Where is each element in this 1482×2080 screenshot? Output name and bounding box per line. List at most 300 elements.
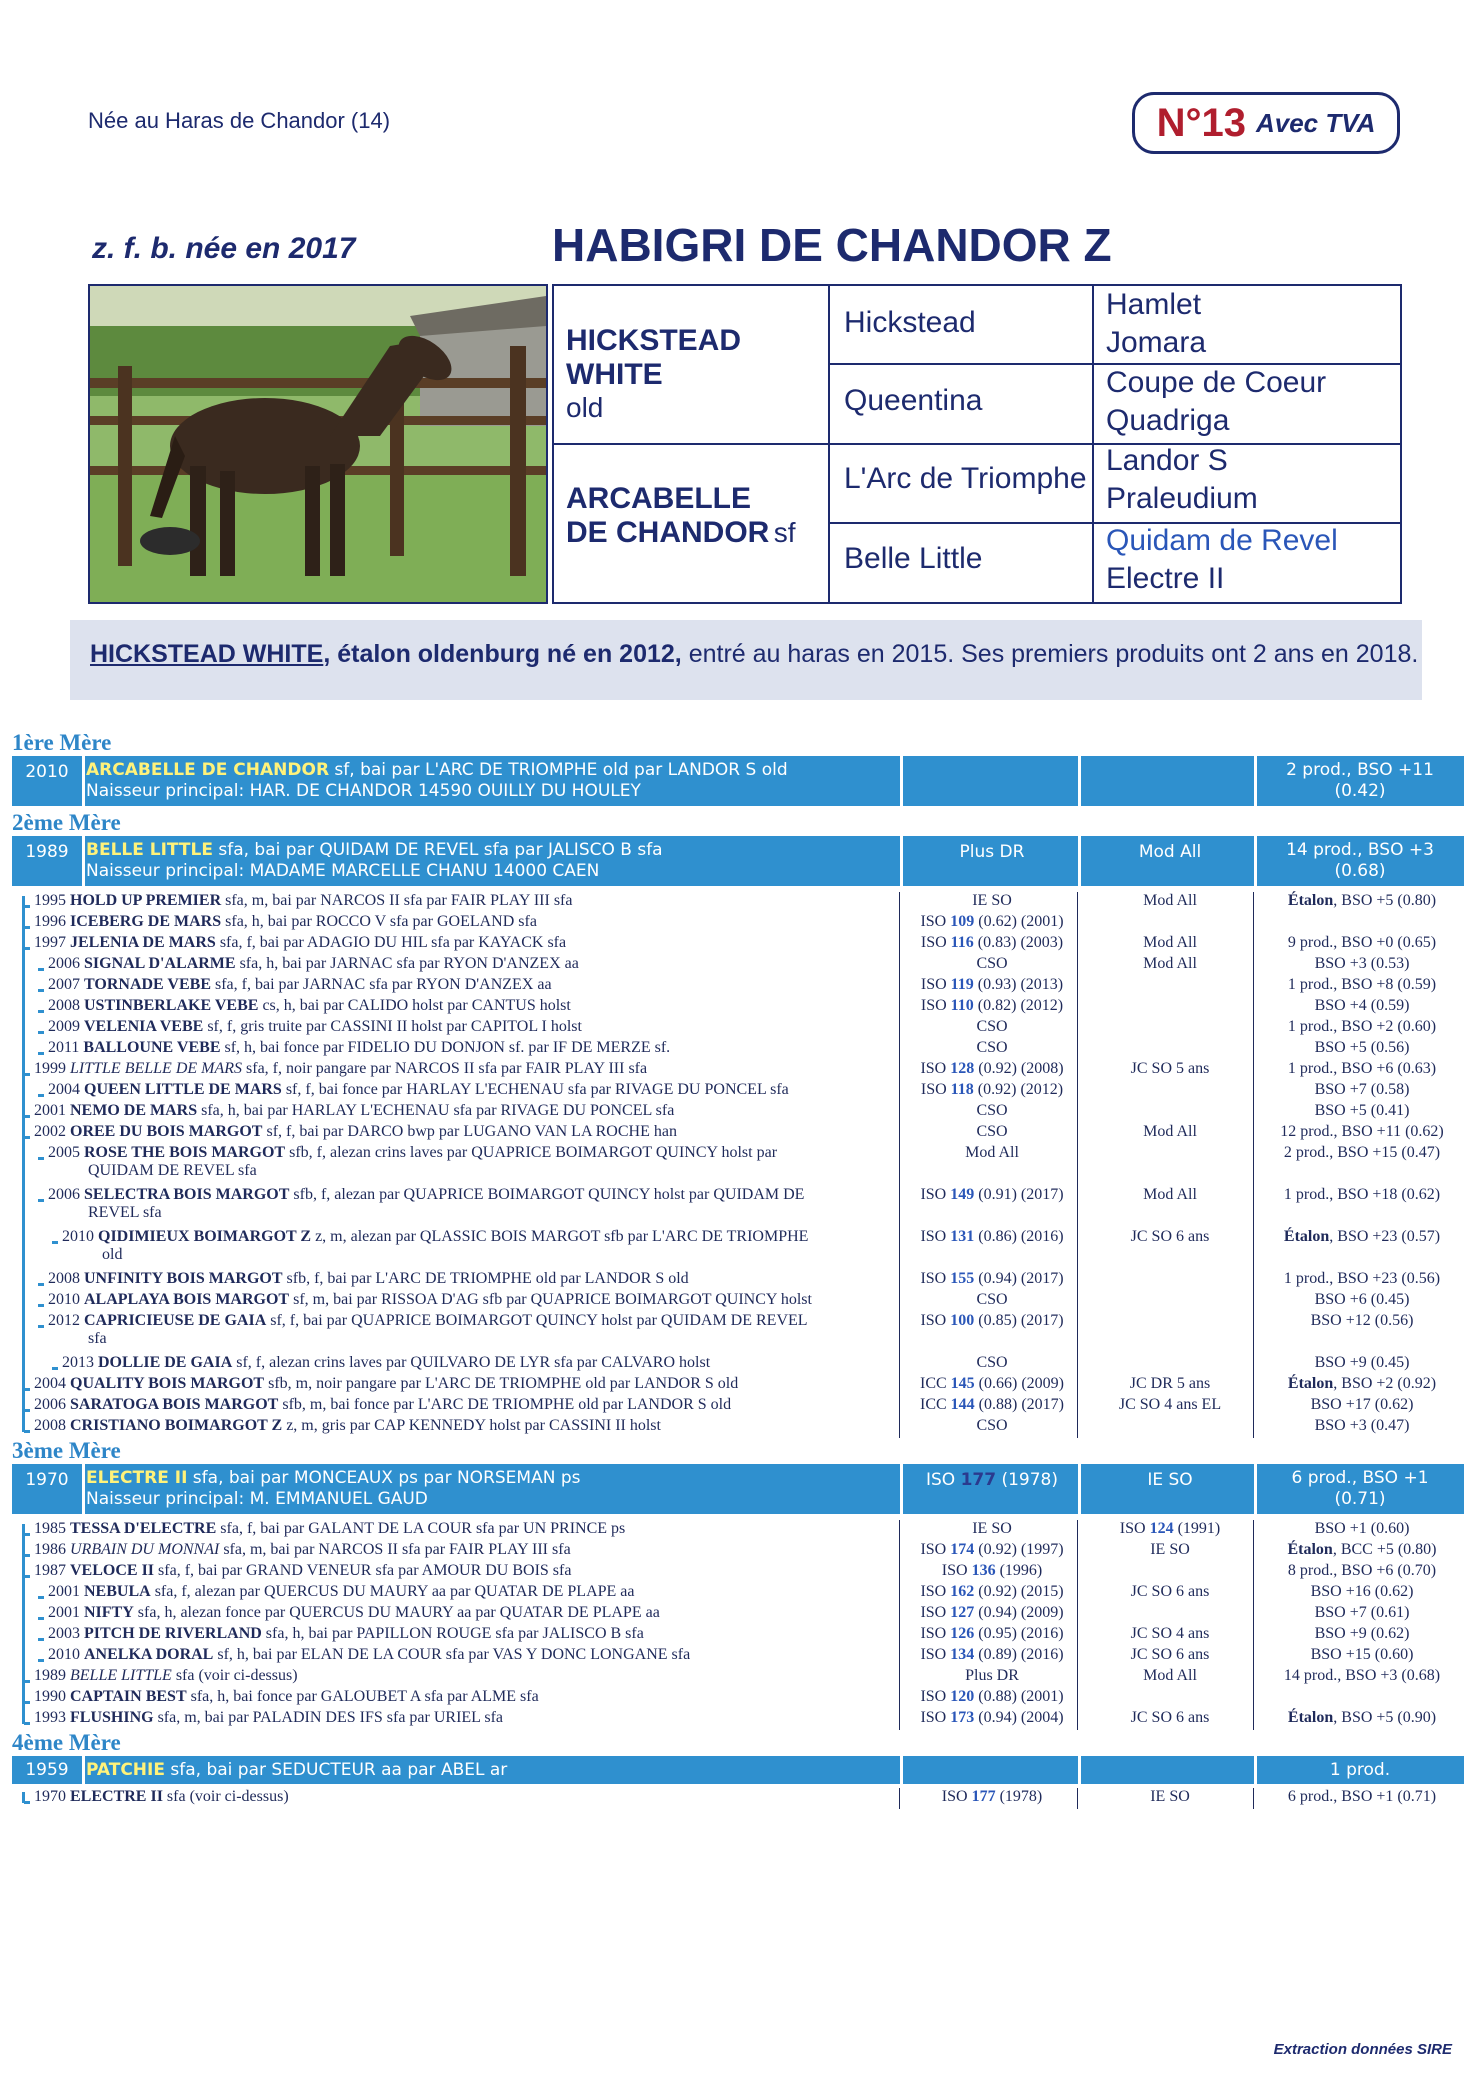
offspring-year: 2010 bbox=[48, 1646, 84, 1663]
offspring-performance: ISO 127 (0.94) (2009) bbox=[920, 1604, 1064, 1621]
offspring-production: BSO +7 (0.61) bbox=[1314, 1604, 1410, 1621]
offspring-row bbox=[12, 1625, 1464, 1646]
offspring-desc bbox=[48, 1312, 808, 1348]
offspring-details: sfa, h, bai par HARLAY L'ECHENAU sfa par RIVAGE DU PONCEL sfa bbox=[197, 1102, 675, 1119]
column-divider bbox=[1253, 1520, 1254, 1730]
offspring-performance: CSO bbox=[976, 1018, 1008, 1035]
offspring-production: Étalon, BSO +23 (0.57) bbox=[1283, 1228, 1441, 1245]
offspring-details: cs, h, bai par CALIDO holst par CANTUS holst bbox=[258, 997, 571, 1014]
mother1-prod bbox=[1260, 760, 1460, 802]
offspring-desc bbox=[62, 1228, 808, 1264]
offspring-index: 131 bbox=[950, 1228, 975, 1245]
offspring-details: z, m, gris par CAP KENNEDY holst par CASSINI II holst bbox=[282, 1417, 661, 1434]
mother2-prod-b: (0.68) bbox=[1334, 861, 1386, 881]
offspring-details: sfa, f, bai par ADAGIO DU HIL sfa par KAYACK sfa bbox=[215, 934, 567, 951]
offspring-desc bbox=[48, 1604, 660, 1622]
offspring-row bbox=[12, 997, 1464, 1018]
offspring-production: Étalon, BSO +2 (0.92) bbox=[1287, 1375, 1437, 1392]
offspring-row bbox=[12, 1060, 1464, 1081]
tree-connector bbox=[38, 1052, 44, 1055]
offspring-desc bbox=[34, 1417, 661, 1435]
offspring-row bbox=[12, 1417, 1464, 1438]
offspring-name: SELECTRA BOIS MARGOT bbox=[84, 1186, 290, 1203]
offspring-details: sfa, h, bai par JARNAC sfa par RYON D'ANZEX aa bbox=[235, 955, 579, 972]
offspring-desc bbox=[34, 1788, 289, 1806]
offspring-year: 1993 bbox=[34, 1709, 70, 1726]
offspring-desc bbox=[34, 1667, 298, 1685]
offspring-row bbox=[12, 1354, 1464, 1375]
offspring-desc bbox=[34, 892, 572, 910]
tree-connector bbox=[38, 1010, 44, 1013]
offspring-row bbox=[12, 955, 1464, 976]
mother4-prod: 1 prod. bbox=[1329, 1760, 1391, 1780]
ds-sire: Landor S bbox=[1106, 444, 1228, 477]
offspring-desc bbox=[34, 1060, 647, 1078]
sd-dam: Quadriga bbox=[1106, 404, 1230, 437]
offspring-details: sfb, f, alezan par QUAPRICE BOIMARGOT QUINCY holst par QUIDAM DE bbox=[289, 1186, 805, 1203]
offspring-details-cont: REVEL sfa bbox=[88, 1204, 162, 1221]
offspring-row bbox=[12, 1102, 1464, 1123]
column-divider bbox=[1253, 1788, 1254, 1809]
offspring-row bbox=[12, 892, 1464, 913]
offspring-performance: ISO 177 (1978) bbox=[941, 1788, 1043, 1805]
offspring-row bbox=[12, 1228, 1464, 1270]
offspring-desc bbox=[62, 1354, 710, 1372]
offspring-index: 173 bbox=[950, 1709, 975, 1726]
offspring-performance: CSO bbox=[976, 955, 1008, 972]
tree-connector bbox=[52, 1241, 58, 1244]
offspring-row bbox=[12, 1583, 1464, 1604]
offspring-year: 2001 bbox=[48, 1583, 84, 1600]
offspring-performance: ISO 128 (0.92) (2008) bbox=[920, 1060, 1064, 1077]
offspring-name: TORNADE VEBE bbox=[84, 976, 211, 993]
lot-badge bbox=[1132, 92, 1400, 154]
offspring-row bbox=[12, 913, 1464, 934]
mother2-desc: sfa, bai par QUIDAM DE REVEL sfa par JALISCO B sfa bbox=[212, 840, 663, 860]
offspring-index: 120 bbox=[950, 1688, 975, 1705]
mother3-perf bbox=[906, 1470, 1078, 1490]
offspring-year: 1999 bbox=[34, 1060, 70, 1077]
offspring-year: 2006 bbox=[48, 1186, 84, 1203]
horse-photo bbox=[88, 284, 548, 604]
offspring-performance: ISO 136 (1996) bbox=[941, 1562, 1043, 1579]
offspring-production: BSO +4 (0.59) bbox=[1314, 997, 1410, 1014]
offspring-year: 1970 bbox=[34, 1788, 70, 1805]
pedigree-table bbox=[552, 284, 1402, 604]
offspring-model: JC SO 4 ans EL bbox=[1118, 1396, 1222, 1413]
tree-connector bbox=[38, 968, 44, 971]
mother4-year: 1959 bbox=[25, 1760, 69, 1780]
ss-dam: Jomara bbox=[1106, 326, 1207, 359]
dam-sire: L'Arc de Triomphe bbox=[844, 462, 1087, 495]
offspring-model: JC SO 6 ans bbox=[1130, 1583, 1210, 1600]
offspring-name: ANELKA DORAL bbox=[84, 1646, 214, 1663]
mother3-prod bbox=[1260, 1468, 1460, 1510]
mother2-name: BELLE LITTLE bbox=[86, 840, 213, 860]
offspring-year: 2006 bbox=[48, 955, 84, 972]
offspring-performance: ISO 120 (0.88) (2001) bbox=[920, 1688, 1064, 1705]
offspring-production: BSO +1 (0.60) bbox=[1314, 1520, 1410, 1537]
offspring-desc bbox=[48, 1625, 644, 1643]
offspring-name: UNFINITY BOIS MARGOT bbox=[84, 1270, 283, 1287]
mother1-year: 2010 bbox=[25, 762, 69, 782]
mother3-prod-a: 6 prod., BSO +1 bbox=[1291, 1468, 1429, 1488]
offspring-name: VELENIA VEBE bbox=[84, 1018, 204, 1035]
mother3-desc: sfa, bai par MONCEAUX ps par NORSEMAN ps bbox=[187, 1468, 581, 1488]
dd-dam: Electre II bbox=[1106, 562, 1225, 595]
offspring-name: FLUSHING bbox=[70, 1709, 154, 1726]
offspring-row bbox=[12, 1667, 1464, 1688]
offspring-details: sfa, m, bai par NARCOS II sfa par FAIR PLAY III sfa bbox=[219, 1541, 571, 1558]
offspring-row bbox=[12, 1709, 1464, 1730]
offspring-model: JC SO 5 ans bbox=[1130, 1060, 1210, 1077]
mother2-title: 2ème Mère bbox=[12, 810, 121, 835]
offspring-model: JC DR 5 ans bbox=[1129, 1375, 1211, 1392]
offspring-details: sfa, h, bai fonce par GALOUBET A sfa par ALME sfa bbox=[186, 1688, 539, 1705]
mother1-title: 1ère Mère bbox=[12, 730, 112, 755]
offspring-year: 2008 bbox=[34, 1417, 70, 1434]
offspring-row bbox=[12, 1186, 1464, 1228]
offspring-desc bbox=[48, 1186, 804, 1222]
offspring-row bbox=[12, 1081, 1464, 1102]
tree-connector bbox=[38, 1199, 44, 1202]
offspring-details: sfa, f, bai par GALANT DE LA COUR sfa par UN PRINCE ps bbox=[216, 1520, 626, 1537]
offspring-performance: CSO bbox=[976, 1102, 1008, 1119]
offspring-desc bbox=[48, 1144, 777, 1180]
offspring-name: NEBULA bbox=[84, 1583, 151, 1600]
offspring-name: USTINBERLAKE VEBE bbox=[84, 997, 259, 1014]
offspring-row bbox=[12, 1541, 1464, 1562]
offspring-production: 9 prod., BSO +0 (0.65) bbox=[1287, 934, 1437, 951]
offspring-name: QIDIMIEUX BOIMARGOT Z bbox=[98, 1228, 312, 1245]
offspring-desc bbox=[48, 1081, 789, 1099]
mother2-breeder: Naisseur principal: MADAME MARCELLE CHANU 14000 CAEN bbox=[86, 861, 600, 881]
offspring-year: 2007 bbox=[48, 976, 84, 993]
column-divider bbox=[1077, 1520, 1078, 1730]
offspring-name: BALLOUNE VEBE bbox=[83, 1039, 221, 1056]
mother3-main bbox=[86, 1468, 580, 1510]
offspring-name: NEMO DE MARS bbox=[70, 1102, 198, 1119]
offspring-index: 174 bbox=[950, 1541, 975, 1558]
offspring-performance: ISO 149 (0.91) (2017) bbox=[920, 1186, 1064, 1203]
offspring-row bbox=[12, 1312, 1464, 1354]
mother4-main bbox=[86, 1760, 507, 1781]
tree-connector bbox=[38, 1325, 44, 1328]
offspring-performance: Plus DR bbox=[965, 1667, 1019, 1684]
tree-connector bbox=[38, 1304, 44, 1307]
mother1-prod-b: (0.42) bbox=[1334, 781, 1386, 801]
tree-connector bbox=[38, 1659, 44, 1662]
offspring-production: 12 prod., BSO +11 (0.62) bbox=[1280, 1123, 1444, 1140]
ds-dam: Praleudium bbox=[1106, 482, 1258, 515]
offspring-model: Mod All bbox=[1143, 1186, 1197, 1203]
offspring-production: Étalon, BSO +5 (0.90) bbox=[1287, 1709, 1437, 1726]
dam-name-line1: ARCABELLE bbox=[566, 482, 751, 515]
offspring-row bbox=[12, 1270, 1464, 1291]
offspring-model: JC SO 6 ans bbox=[1130, 1709, 1210, 1726]
offspring-name: CRISTIANO BOIMARGOT Z bbox=[70, 1417, 283, 1434]
offspring-production: BSO +9 (0.62) bbox=[1314, 1625, 1410, 1642]
mother3-year: 1970 bbox=[25, 1470, 69, 1490]
offspring-production: BSO +15 (0.60) bbox=[1310, 1646, 1414, 1663]
offspring-index: 109 bbox=[950, 913, 975, 930]
offspring-performance: IE SO bbox=[972, 892, 1012, 909]
mother2-prod-a: 14 prod., BSO +3 bbox=[1286, 840, 1434, 860]
tree-line bbox=[22, 1792, 25, 1803]
mother4-title: 4ème Mère bbox=[12, 1730, 121, 1755]
offspring-details: sf, m, bai par RISSOA D'AG sfb par QUAPRICE BOIMARGOT QUINCY holst bbox=[289, 1291, 812, 1308]
offspring-name: ALAPLAYA BOIS MARGOT bbox=[84, 1291, 290, 1308]
offspring-desc bbox=[48, 997, 571, 1015]
tree-connector bbox=[38, 1638, 44, 1641]
offspring-row bbox=[12, 1291, 1464, 1312]
tva-label: Avec TVA bbox=[1255, 107, 1376, 138]
offspring-year: 2013 bbox=[62, 1354, 98, 1371]
offspring-name: URBAIN DU MONNAI bbox=[70, 1541, 220, 1558]
column-divider bbox=[1077, 892, 1078, 1438]
offspring-details: sfa, h, alezan fonce par QUERCUS DU MAURY aa par QUATAR DE PLAPE aa bbox=[133, 1604, 660, 1621]
offspring-model: Mod All bbox=[1143, 1123, 1197, 1140]
offspring-performance: Mod All bbox=[965, 1144, 1019, 1161]
offspring-year: 2001 bbox=[34, 1102, 70, 1119]
mother4-name: PATCHIE bbox=[86, 1760, 165, 1780]
offspring-details: sfa, f, bai par GRAND VENEUR sfa par AMOUR DU BOIS sfa bbox=[154, 1562, 572, 1579]
offspring-details: z, m, alezan par QLASSIC BOIS MARGOT sfb par L'ARC DE TRIOMPHE bbox=[311, 1228, 809, 1245]
offspring-performance: ISO 162 (0.92) (2015) bbox=[920, 1583, 1064, 1600]
sd-sire: Coupe de Coeur bbox=[1106, 366, 1327, 399]
offspring-production: BSO +12 (0.56) bbox=[1310, 1312, 1414, 1329]
offspring-desc bbox=[48, 1039, 670, 1057]
offspring-year: 2009 bbox=[48, 1018, 84, 1035]
offspring-index: 177 bbox=[971, 1788, 996, 1805]
offspring-details: sfb, f, bai par L'ARC DE TRIOMPHE old par LANDOR S old bbox=[282, 1270, 689, 1287]
dam-name-line2: DE CHANDOR bbox=[566, 516, 770, 549]
offspring-desc bbox=[34, 934, 566, 952]
offspring-details: sf, f, bai par DARCO bwp par LUGANO VAN LA ROCHE han bbox=[262, 1123, 677, 1140]
offspring-row bbox=[12, 976, 1464, 997]
offspring-performance: ICC 144 (0.88) (2017) bbox=[920, 1396, 1064, 1413]
offspring-row bbox=[12, 1562, 1464, 1583]
tree-connector bbox=[38, 1094, 44, 1097]
offspring-name: CAPTAIN BEST bbox=[70, 1688, 187, 1705]
mother3-perf-a: ISO bbox=[925, 1470, 961, 1490]
offspring-model: Mod All bbox=[1143, 1667, 1197, 1684]
offspring-production: BSO +6 (0.45) bbox=[1314, 1291, 1410, 1308]
mother3-title: 3ème Mère bbox=[12, 1438, 121, 1463]
offspring-desc bbox=[48, 1291, 812, 1309]
offspring-desc bbox=[34, 1123, 677, 1141]
offspring-performance: ICC 145 (0.66) (2009) bbox=[920, 1375, 1064, 1392]
offspring-model: Mod All bbox=[1143, 955, 1197, 972]
mother2-mod: Mod All bbox=[1138, 842, 1202, 862]
offspring-production: BSO +9 (0.45) bbox=[1314, 1354, 1410, 1371]
offspring-performance: IE SO bbox=[972, 1520, 1012, 1537]
offspring-name: ICEBERG DE MARS bbox=[70, 913, 222, 930]
offspring-index: 116 bbox=[950, 934, 974, 951]
offspring-desc bbox=[34, 1562, 571, 1580]
mother3-mod: IE SO bbox=[1147, 1470, 1193, 1490]
mother3-perf-num: 177 bbox=[960, 1470, 997, 1490]
offspring-year: 2002 bbox=[34, 1123, 70, 1140]
offspring-name: QUALITY BOIS MARGOT bbox=[70, 1375, 265, 1392]
offspring-production: Étalon, BSO +5 (0.80) bbox=[1287, 892, 1437, 909]
offspring-index: 126 bbox=[950, 1625, 975, 1642]
offspring-row bbox=[12, 1688, 1464, 1709]
offspring-production: BSO +17 (0.62) bbox=[1310, 1396, 1414, 1413]
offspring-performance: ISO 155 (0.94) (2017) bbox=[920, 1270, 1064, 1287]
mother1-breeder: Naisseur principal: HAR. DE CHANDOR 14590 OUILLY DU HOULEY bbox=[86, 781, 641, 801]
offspring-model: JC SO 4 ans bbox=[1130, 1625, 1210, 1642]
mother3-breeder: Naisseur principal: M. EMMANUEL GAUD bbox=[86, 1489, 428, 1509]
offspring-year: 1996 bbox=[34, 913, 70, 930]
offspring-year: 2010 bbox=[48, 1291, 84, 1308]
offspring-desc bbox=[48, 1646, 690, 1664]
offspring-production: 1 prod., BSO +23 (0.56) bbox=[1283, 1270, 1441, 1287]
offspring-desc bbox=[34, 913, 537, 931]
offspring-details-cont: sfa bbox=[88, 1330, 107, 1347]
tree-line bbox=[22, 1524, 25, 1724]
offspring-year: 2010 bbox=[62, 1228, 98, 1245]
offspring-row bbox=[12, 1788, 1464, 1809]
offspring-production: 8 prod., BSO +6 (0.70) bbox=[1287, 1562, 1437, 1579]
offspring-row bbox=[12, 1396, 1464, 1417]
mother2-year: 1989 bbox=[25, 842, 69, 862]
offspring-year: 1995 bbox=[34, 892, 70, 909]
column-divider bbox=[899, 892, 900, 1438]
offspring-index: 119 bbox=[950, 976, 974, 993]
offspring-production: BSO +3 (0.47) bbox=[1314, 1417, 1410, 1434]
sire-info-banner bbox=[70, 620, 1422, 700]
mother2-bar bbox=[12, 836, 1464, 886]
dam-breed: sf bbox=[773, 517, 796, 548]
offspring-details-cont: old bbox=[102, 1246, 123, 1263]
mother1-name: ARCABELLE DE CHANDOR bbox=[86, 760, 330, 780]
offspring-year: 2004 bbox=[34, 1375, 70, 1392]
banner-sire-name: HICKSTEAD WHITE bbox=[90, 640, 324, 668]
mother1-desc: sf, bai par L'ARC DE TRIOMPHE old par LANDOR S old bbox=[329, 760, 788, 780]
offspring-details: sf, h, bai par ELAN DE LA COUR sfa par VAS Y DONC LONGANE sfa bbox=[213, 1646, 691, 1663]
sire-dam: Queentina bbox=[844, 384, 983, 417]
offspring-model: IE SO bbox=[1150, 1788, 1190, 1805]
offspring-details: sf, f, bai par QUAPRICE BOIMARGOT QUINCY holst par QUIDAM DE REVEL bbox=[266, 1312, 808, 1329]
offspring-production: 1 prod., BSO +2 (0.60) bbox=[1287, 1018, 1437, 1035]
offspring-performance: ISO 126 (0.95) (2016) bbox=[920, 1625, 1064, 1642]
offspring-performance: CSO bbox=[976, 1417, 1008, 1434]
offspring-details: sfa, m, bai par PALADIN DES IFS sfa par URIEL sfa bbox=[153, 1709, 504, 1726]
offspring-name: ROSE THE BOIS MARGOT bbox=[84, 1144, 286, 1161]
banner-sire-breed: , étalon oldenburg né en 2012, bbox=[323, 640, 682, 668]
offspring-year: 2004 bbox=[48, 1081, 84, 1098]
sire-breed: old bbox=[566, 392, 604, 423]
offspring-desc bbox=[48, 1583, 635, 1601]
column-divider bbox=[1253, 892, 1254, 1438]
offspring-desc bbox=[34, 1102, 674, 1120]
offspring-details: sf, f, alezan crins laves par QUILVARO DE LYR sfa par CALVARO holst bbox=[232, 1354, 711, 1371]
lot-number: N°13 bbox=[1156, 100, 1246, 145]
sire-name: HICKSTEAD WHITE bbox=[566, 324, 742, 391]
offspring-name: QUEEN LITTLE DE MARS bbox=[84, 1081, 282, 1098]
offspring-performance: ISO 110 (0.82) (2012) bbox=[920, 997, 1064, 1014]
column-divider bbox=[1077, 1788, 1078, 1809]
offspring-year: 1989 bbox=[34, 1667, 70, 1684]
mother1-prod-a: 2 prod., BSO +11 bbox=[1286, 760, 1434, 780]
sire-sire: Hickstead bbox=[844, 306, 976, 339]
column-divider bbox=[899, 1788, 900, 1809]
offspring-name: ELECTRE II bbox=[70, 1788, 163, 1805]
offspring-name: OREE DU BOIS MARGOT bbox=[70, 1123, 263, 1140]
mother2-perf: Plus DR bbox=[959, 842, 1025, 862]
offspring-performance: CSO bbox=[976, 1291, 1008, 1308]
offspring-year: 2011 bbox=[48, 1039, 84, 1056]
offspring-row bbox=[12, 1520, 1464, 1541]
offspring-year: 2005 bbox=[48, 1144, 84, 1161]
footer-source: Extraction données SIRE bbox=[1273, 2041, 1452, 2058]
offspring-desc bbox=[48, 955, 579, 973]
offspring-model: Mod All bbox=[1143, 934, 1197, 951]
offspring-index: 149 bbox=[950, 1186, 975, 1203]
offspring-index: 162 bbox=[950, 1583, 975, 1600]
offspring-row bbox=[12, 1039, 1464, 1060]
offspring-model: Mod All bbox=[1143, 892, 1197, 909]
tree-connector bbox=[38, 1157, 44, 1160]
horse-subtitle: z. f. b. née en 2017 bbox=[92, 232, 356, 265]
offspring-production: 2 prod., BSO +15 (0.47) bbox=[1283, 1144, 1441, 1161]
offspring-production: 1 prod., BSO +8 (0.59) bbox=[1287, 976, 1437, 993]
tree-line bbox=[22, 896, 25, 1432]
tree-connector bbox=[38, 1596, 44, 1599]
offspring-production: BSO +5 (0.56) bbox=[1314, 1039, 1410, 1056]
offspring-desc bbox=[34, 1709, 503, 1727]
offspring-index: 118 bbox=[950, 1081, 974, 1098]
offspring-index: 127 bbox=[950, 1604, 975, 1621]
offspring-desc bbox=[48, 1018, 582, 1036]
offspring-performance: CSO bbox=[976, 1039, 1008, 1056]
offspring-performance: CSO bbox=[976, 1354, 1008, 1371]
offspring-row bbox=[12, 1604, 1464, 1625]
offspring-details: sf, f, bai fonce par HARLAY L'ECHENAU sfa par RIVAGE DU PONCEL sfa bbox=[281, 1081, 789, 1098]
tree-connector bbox=[38, 989, 44, 992]
offspring-desc bbox=[34, 1375, 738, 1393]
offspring-desc bbox=[48, 1270, 689, 1288]
tree-connector bbox=[38, 1617, 44, 1620]
offspring-index: 110 bbox=[950, 997, 974, 1014]
offspring-index: 100 bbox=[950, 1312, 975, 1329]
dd-sire: Quidam de Revel bbox=[1106, 524, 1338, 557]
offspring-model: JC SO 6 ans bbox=[1130, 1228, 1210, 1245]
tree-connector bbox=[38, 1283, 44, 1286]
offspring-production: 14 prod., BSO +3 (0.68) bbox=[1283, 1667, 1441, 1684]
offspring-performance: ISO 173 (0.94) (2004) bbox=[920, 1709, 1064, 1726]
offspring-production: 6 prod., BSO +1 (0.71) bbox=[1287, 1788, 1437, 1805]
offspring-index: 134 bbox=[950, 1646, 975, 1663]
offspring-index: 145 bbox=[950, 1375, 975, 1392]
mother1-bar bbox=[12, 756, 1464, 806]
mother3-bar bbox=[12, 1464, 1464, 1514]
mother4-desc: sfa, bai par SEDUCTEUR aa par ABEL ar bbox=[164, 1760, 508, 1780]
offspring-name: CAPRICIEUSE DE GAIA bbox=[84, 1312, 267, 1329]
offspring-performance: ISO 131 (0.86) (2016) bbox=[920, 1228, 1064, 1245]
offspring-row bbox=[12, 1144, 1464, 1186]
offspring-desc bbox=[48, 976, 552, 994]
offspring-details-cont: QUIDAM DE REVEL sfa bbox=[88, 1162, 257, 1179]
offspring-details: sfb, m, noir pangare par L'ARC DE TRIOMPHE old par LANDOR S old bbox=[264, 1375, 739, 1392]
offspring-production: 1 prod., BSO +6 (0.63) bbox=[1287, 1060, 1437, 1077]
offspring-details: sf, f, gris truite par CASSINI II holst par CAPITOL I holst bbox=[203, 1018, 582, 1035]
banner-text: entré au haras en 2015. Ses premiers produits ont 2 ans en 2018. bbox=[681, 640, 1419, 668]
offspring-details: sfa, f, noir pangare par NARCOS II sfa par FAIR PLAY III sfa bbox=[242, 1060, 648, 1077]
birthplace-text: Née au Haras de Chandor (14) bbox=[88, 108, 391, 133]
offspring-index: 136 bbox=[971, 1562, 996, 1579]
